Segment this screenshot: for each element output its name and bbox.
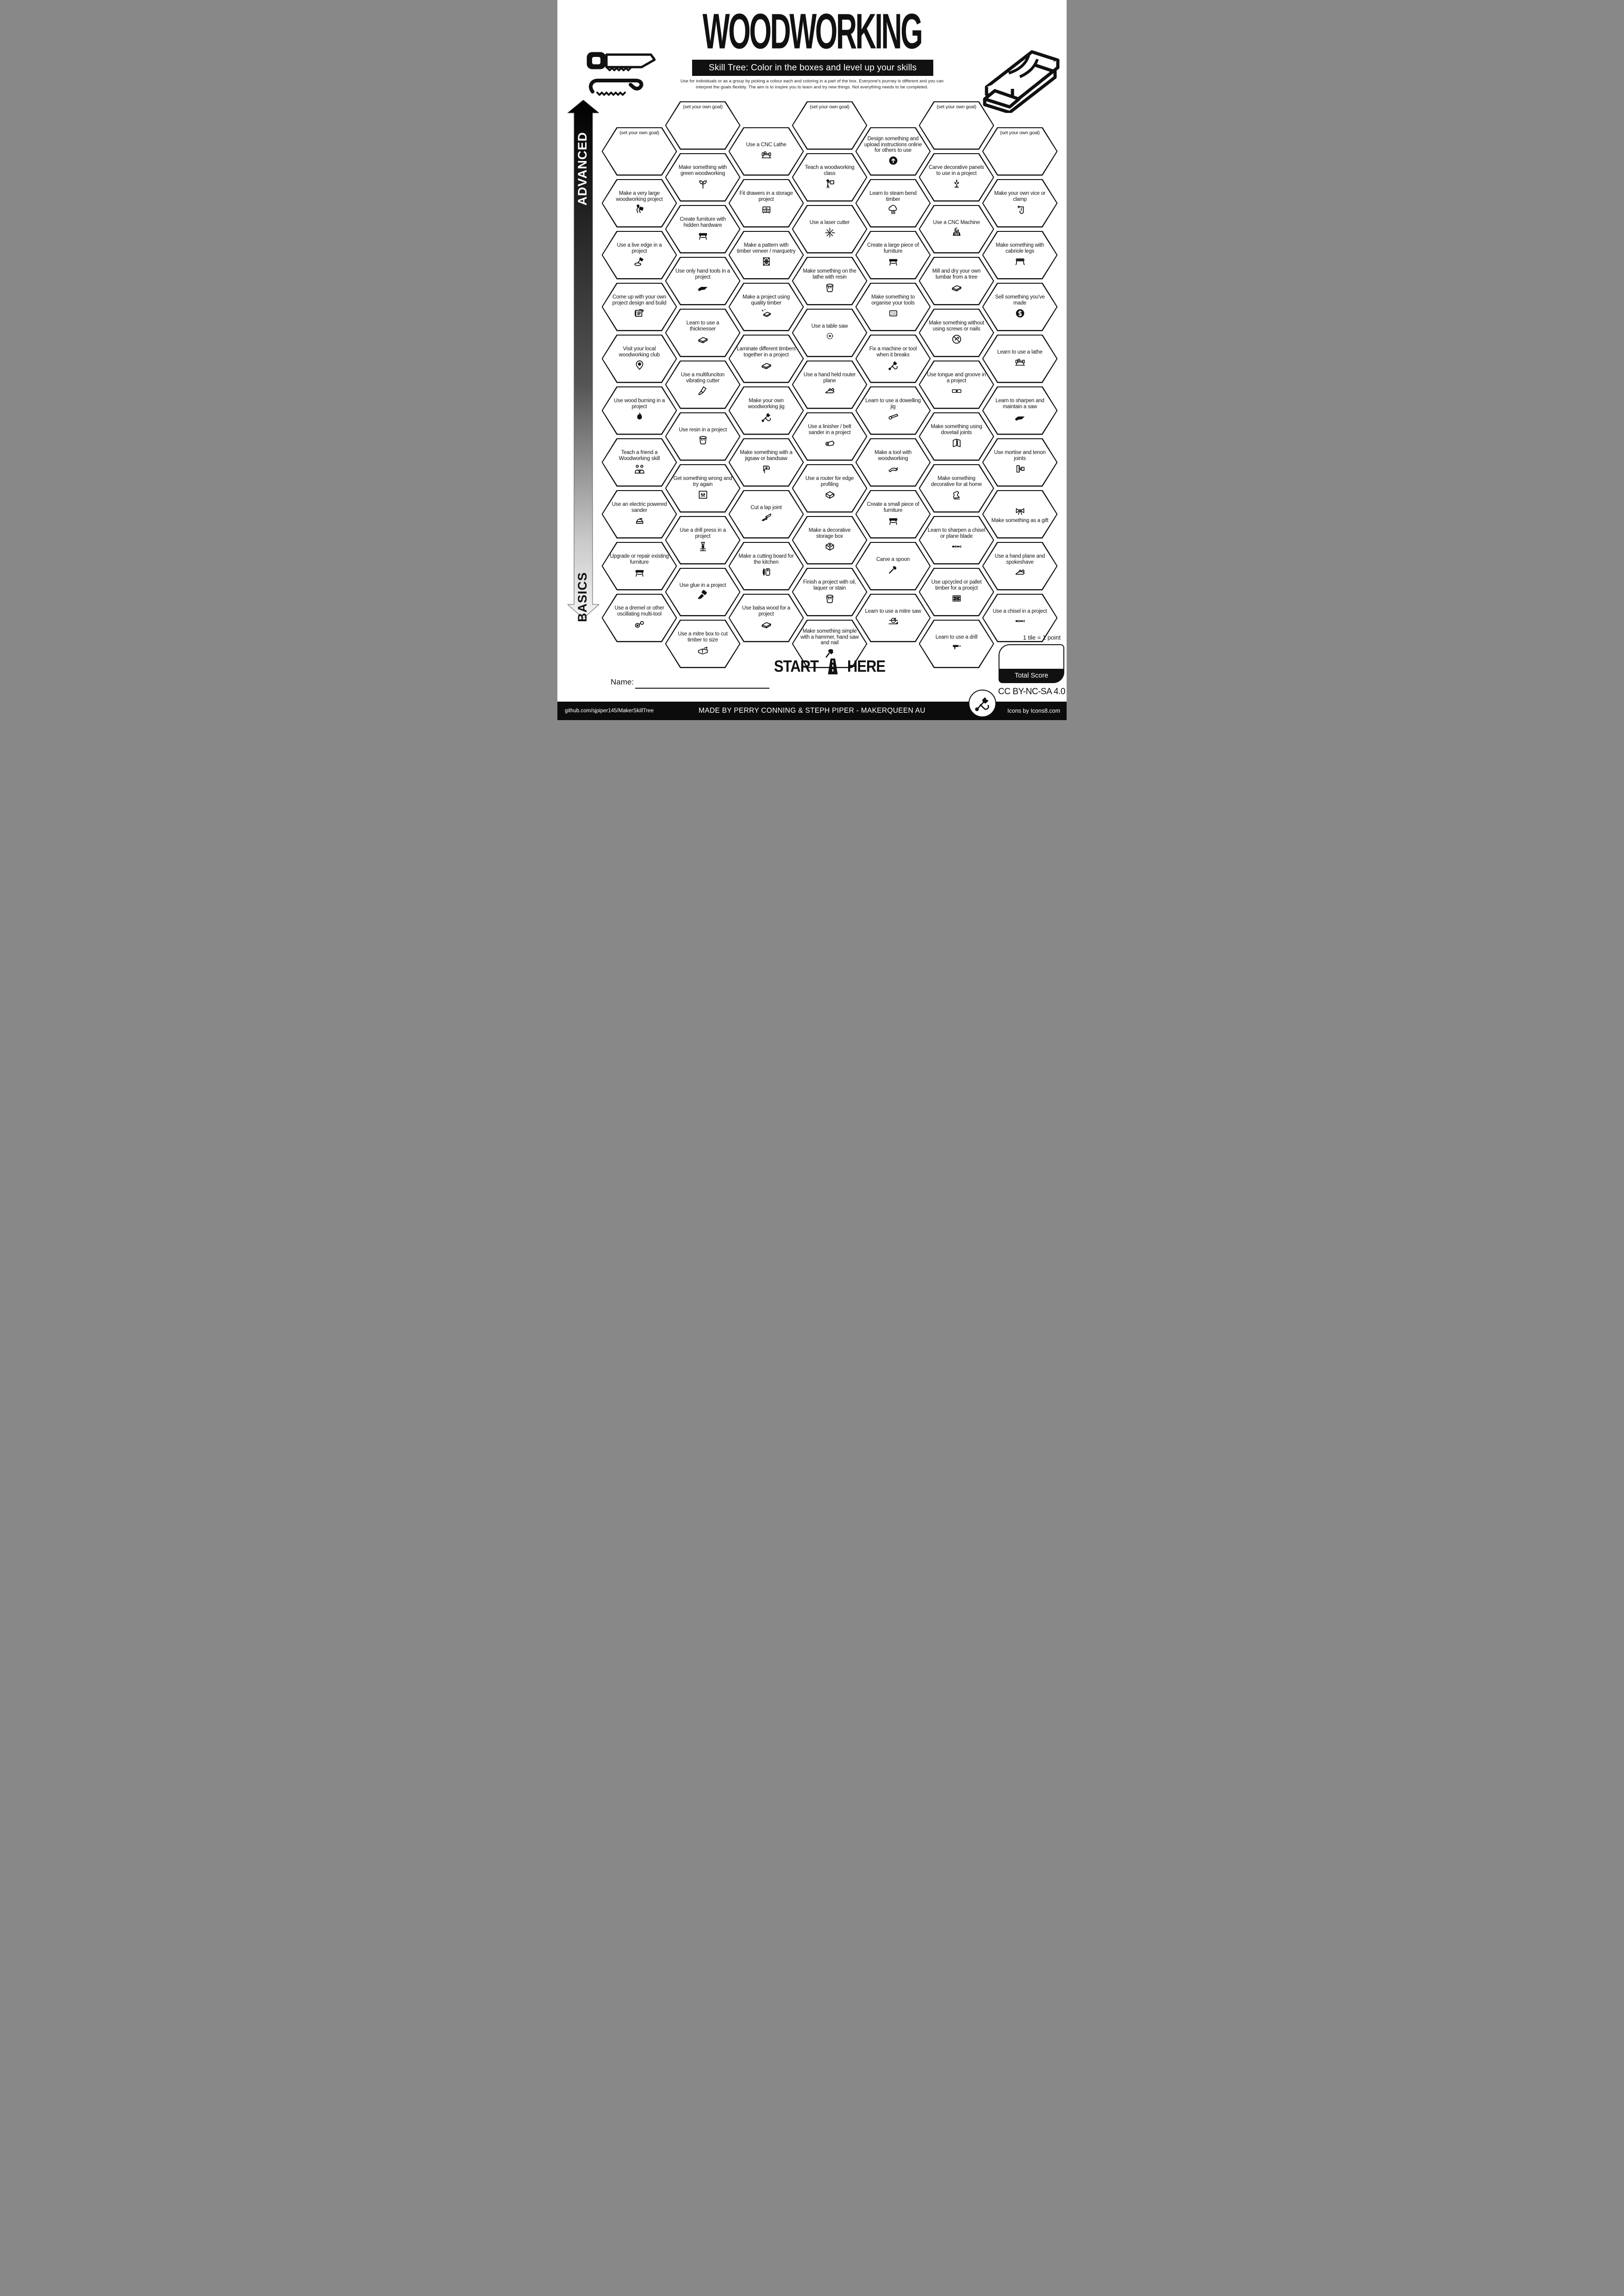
axe-log-icon [633, 255, 646, 268]
skill-label: Make something with a jigsaw or bandsaw [740, 450, 793, 461]
planks-icon [760, 359, 773, 371]
pegboard-icon [887, 307, 900, 319]
intro-line-2: interpret the goals flexibly. The aim is to inspire you to learn and try new things. Not everything needs to be completed. [696, 85, 928, 90]
chisel-icon [1013, 615, 1027, 627]
skill-label: Upgrade or repair existing furniture [610, 554, 669, 565]
skill-label: Finish a project with oil, laquer or stain [803, 579, 856, 591]
skill-label: Use a laser cutter [809, 219, 850, 225]
skill-hex [982, 542, 1058, 591]
skill-label: Visit your local woodworking club [618, 346, 660, 358]
advanced-label: ADVANCED [575, 132, 589, 206]
planks-sparkle-icon [760, 307, 773, 319]
stool-icon [887, 515, 900, 527]
skill-label: Make a project using quality timber [742, 294, 790, 306]
skill-label: Make something without using screws or nails [929, 320, 984, 332]
leaf-icon [696, 178, 710, 190]
subtitle-bar [692, 60, 933, 76]
skill-label: Make a cutting board for the kitchen [738, 554, 794, 565]
hex-content [982, 542, 1058, 591]
lathe-icon [760, 149, 773, 161]
skill-label: Make something with cabriole legs [995, 243, 1044, 254]
skill-label: Make something to organise your tools [871, 294, 915, 306]
planks-icon [696, 333, 710, 345]
stool-icon [887, 255, 900, 268]
skill-label: Teach a friend a Woodworking skill [618, 450, 660, 461]
total-score-label: Total Score [999, 669, 1063, 682]
basics-label: BASICS [575, 572, 589, 622]
tongue-groove-icon [950, 385, 963, 397]
upload-icon [887, 155, 900, 167]
bow-icon [1013, 505, 1027, 517]
subtitle-text: Skill Tree: Color in the boxes and level up your skills [708, 62, 917, 73]
cabinet-icon [760, 204, 773, 216]
skill-label: Learn to use a lathe [997, 349, 1043, 355]
carry-icon [633, 204, 646, 216]
dollar-icon [1013, 307, 1027, 319]
cabriole-icon [1013, 255, 1027, 268]
skill-label: Use resin in a project [679, 427, 727, 433]
box-icon [823, 541, 837, 553]
sander-icon [633, 515, 646, 527]
skill-label: Make something as a gift [991, 517, 1049, 523]
skill-label: Use a dremel or other oscillating multi-tool [614, 605, 664, 617]
glue-icon [696, 589, 710, 601]
intro-paragraph [618, 78, 1006, 91]
cutting-board-icon [760, 566, 773, 579]
saw-solid-icon [1013, 411, 1027, 423]
skill-label: Make your own vice or clamp [994, 191, 1046, 202]
skill-label: Carve decorative panels to use in a project [929, 165, 984, 176]
skill-label: Use a CNC Lathe [746, 142, 787, 148]
start-here-marker [557, 653, 1067, 680]
flame-icon [633, 411, 646, 423]
footer-credits: MADE BY PERRY CONNING & STEPH PIPER - MAKERQUEEN AU [699, 707, 925, 715]
skill-hex [982, 127, 1058, 176]
skill-label: Get something wrong and try again [673, 476, 732, 487]
skill-label: Fix a machine or tool when it breaks [869, 346, 917, 358]
bucket-icon [823, 592, 837, 604]
skill-hex [982, 438, 1058, 487]
skill-label: (set your own goal) [619, 130, 659, 136]
skill-label: Make something with green woodworking [678, 165, 727, 176]
hand-plane-icon [823, 385, 837, 397]
skill-label: Use a router for edge profiling [805, 476, 854, 487]
drill-icon [950, 641, 963, 653]
hex-content [982, 490, 1058, 539]
skill-label: Use a drill press in a project [680, 528, 726, 539]
skill-label: Make a decorative storage box [808, 528, 851, 539]
hex-content [982, 179, 1058, 228]
skill-label: Use a mitre box to cut timber to size [678, 631, 728, 643]
skill-label: Learn to use a mitre saw [865, 608, 921, 614]
crossed-tools-icon [973, 694, 992, 713]
blueprint-icon [633, 307, 646, 319]
here-word: HERE [847, 657, 886, 676]
hex-content [982, 283, 1058, 331]
skill-hex [982, 490, 1058, 539]
skill-label: Use a linisher / belt sander in a project [808, 424, 851, 436]
no-nails-icon [950, 333, 963, 345]
hex-content [982, 231, 1058, 280]
skill-label: Use glue in a project [679, 582, 726, 588]
skill-label: Use a multifunciton vibrating cutter [681, 372, 725, 384]
skill-label: (set your own goal) [683, 104, 723, 110]
tool-curve-icon [887, 463, 900, 475]
hex-content [982, 335, 1058, 383]
license-text: CC BY-NC-SA 4.0 [998, 687, 1065, 697]
ornament-icon [950, 489, 963, 501]
teacher-icon [823, 178, 837, 190]
hex-content [982, 386, 1058, 435]
skill-label: Make something on the lathe with resin [803, 268, 856, 280]
skill-hex [982, 335, 1058, 383]
skill-label: Learn to use a dowelling jig [865, 398, 921, 410]
stool-icon [696, 230, 710, 242]
saw-solid-icon [696, 281, 710, 293]
skill-label: Create a large piece of furniture [867, 243, 919, 254]
planks-icon [760, 618, 773, 630]
road-icon [823, 653, 843, 680]
skill-label: Create a small piece of furniture [867, 502, 919, 513]
skill-label: Use mortise and tenon joints [994, 450, 1046, 461]
hand-plane-icon [1013, 566, 1027, 579]
skill-label: Make a tool with woodworking [874, 450, 912, 461]
skill-label: Sell something you've made [995, 294, 1045, 306]
spoon-icon [887, 563, 900, 575]
skill-label: Learn to steam bend timber [869, 191, 917, 202]
footer-github-url: github.com/sjpiper145/MakerSkillTree [565, 708, 654, 714]
skill-label: Use tongue and groove in a project [927, 372, 986, 384]
skill-label: Use a live edge in a project [617, 243, 662, 254]
skill-label: Make something decorative for at home [931, 476, 982, 487]
skill-label: Use balsa wood for a project [742, 605, 791, 617]
steam-icon [887, 204, 900, 216]
skill-label: Learn to use a thicknesser [686, 320, 719, 332]
skill-hex [982, 386, 1058, 435]
dowel-icon [887, 411, 900, 423]
footer-icons-credit: Icons by Icons8.com [1007, 708, 1060, 714]
skill-label: Learn to sharpen a chisel or plane blade [927, 528, 986, 539]
skill-label: Use a table saw [811, 323, 848, 329]
tools-icon [887, 359, 900, 371]
skill-label: Learn to use a drill [935, 634, 978, 640]
skill-label: Make something using dovetail joints [931, 424, 982, 436]
friends-icon [633, 463, 646, 475]
page-title: WOODWORKING [702, 4, 922, 60]
hex-content [982, 127, 1058, 176]
planks-icon [950, 281, 963, 293]
skill-label: Make a very large woodworking project [616, 191, 663, 202]
skill-label: Use wood burning in a project [613, 398, 665, 410]
tile-point-note: 1 tile = 1 point [1023, 634, 1061, 641]
hex-content [982, 438, 1058, 487]
skill-label: Teach a woodworking class [805, 165, 855, 176]
router-edge-icon [823, 489, 837, 501]
mortise-icon [1013, 463, 1027, 475]
bucket-icon [823, 281, 837, 293]
lap-joint-icon [760, 511, 773, 523]
bucket-icon [696, 434, 710, 446]
skill-label: Make your own woodworking jig [748, 398, 785, 410]
chisel-icon [950, 541, 963, 553]
skill-label: (set your own goal) [937, 104, 976, 110]
woodworking-skill-tree-poster [557, 0, 1067, 720]
fleur-icon [950, 178, 963, 190]
skill-hex [982, 231, 1058, 280]
skill-label: Use an electric powered sander [612, 502, 667, 513]
name-entry-line [635, 688, 769, 689]
skill-hex [982, 283, 1058, 331]
laser-icon [823, 226, 837, 238]
makerqueen-logo [968, 690, 996, 717]
skill-label: Make something simple with a hammer, hand saw and nail [800, 628, 859, 646]
skill-label: Use a hand held router plane [803, 372, 856, 384]
cnc-icon [950, 226, 963, 238]
skill-label: Laminate different timbers together in a project [737, 346, 796, 358]
crate-icon [950, 592, 963, 604]
stool-icon [633, 566, 646, 579]
marquetry-icon [760, 255, 773, 268]
jigsaw-icon [760, 463, 773, 475]
intro-line-1: Use for individuals or as a group by picking a colour each and coloring in a part of the box. Everyone's journey is different and you can [680, 79, 944, 84]
skill-label: Come up with your own project design and build [612, 294, 667, 306]
skill-label: Use a hand plane and spokeshave [994, 554, 1045, 565]
skill-label: Design something and upload instructions online for others to use [864, 136, 922, 154]
skill-label: Use a CNC Machine [933, 219, 980, 225]
start-word: START [774, 657, 818, 676]
skill-hex [982, 179, 1058, 228]
cutter-icon [696, 385, 710, 397]
total-score-box [999, 644, 1064, 683]
skill-label: Create furniture with hidden hardware [680, 217, 726, 228]
skill-label: Mill and dry your own lumbar from a tree [932, 268, 981, 280]
skill-label: (set your own goal) [1000, 130, 1040, 136]
skill-label: Fit drawers in a storage project [739, 191, 793, 202]
dovetail-icon [950, 437, 963, 449]
skill-label: Cut a lap joint [750, 504, 782, 510]
skill-label: Learn to sharpen and maintain a saw [995, 398, 1044, 410]
skill-label: Use a chisel in a project [993, 608, 1047, 614]
tools-icon [760, 411, 773, 423]
linisher-icon [823, 437, 837, 449]
multitool-icon [633, 618, 646, 630]
lathe-icon [1013, 356, 1027, 368]
skill-label: Use only hand tools in a project [675, 268, 730, 280]
skill-label: Use upcycled or pallet timber for a proejct [931, 579, 982, 591]
saw-blade-icon [823, 330, 837, 342]
skill-label: Make a pattern with timber veneer / marquetry [737, 243, 796, 254]
clamp-icon [1013, 204, 1027, 216]
skill-label: Carve a spoon [876, 556, 910, 562]
mitre-saw-icon [887, 615, 900, 627]
name-label: Name: [611, 678, 634, 686]
hand-saws-icon [586, 51, 656, 97]
skill-label: (set your own goal) [810, 104, 849, 110]
sad-frame-icon [696, 489, 710, 501]
map-pin-icon [633, 359, 646, 371]
drill-press-icon [696, 541, 710, 553]
